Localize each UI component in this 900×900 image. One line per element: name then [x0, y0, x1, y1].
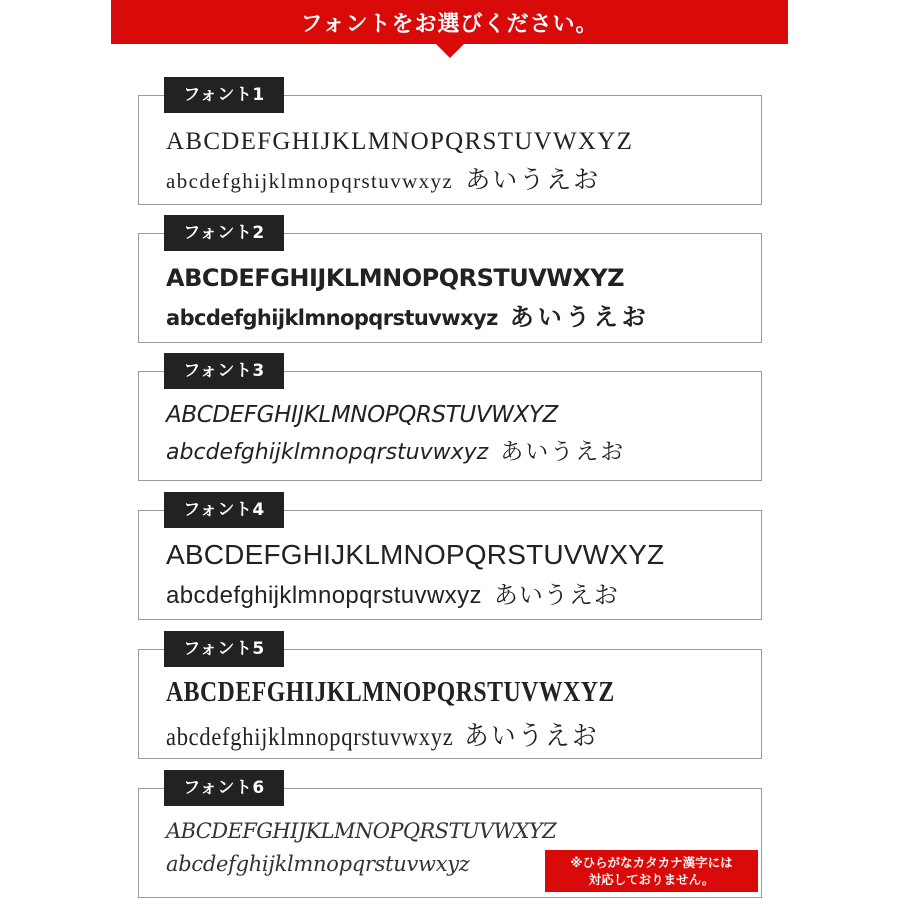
sample-uppercase: ABCDEFGHIJKLMNOPQRSTUVWXYZ	[166, 819, 557, 843]
font-option-label: フォント4	[164, 492, 284, 528]
sample-lowercase-text: abcdefghijklmnopqrstuvwxyz	[166, 724, 454, 751]
header-pointer	[435, 43, 465, 58]
font-option-2[interactable]	[138, 223, 762, 343]
unsupported-notice	[545, 850, 758, 892]
sample-lowercase-text: abcdefghijklmnopqrstuvwxyz	[166, 440, 489, 465]
font-option-4[interactable]	[138, 500, 762, 620]
font-option-label: フォント5	[164, 631, 284, 667]
font-option-3[interactable]	[138, 361, 762, 481]
header-banner	[111, 0, 788, 44]
notice-line-1: ※ひらがなカタカナ漢字には	[570, 855, 733, 870]
sample-lowercase	[166, 433, 625, 466]
sample-lowercase	[166, 575, 619, 610]
font-option-label: フォント1	[164, 77, 284, 113]
sample-uppercase: ABCDEFGHIJKLMNOPQRSTUVWXYZ	[166, 402, 558, 428]
page-title: フォントをお選びください。	[300, 11, 599, 37]
sample-lowercase	[166, 297, 650, 332]
sample-lowercase	[166, 714, 599, 753]
sample-uppercase: ABCDEFGHIJKLMNOPQRSTUVWXYZ	[166, 676, 615, 708]
font-option-1[interactable]	[138, 85, 762, 205]
sample-lowercase	[166, 160, 600, 196]
sample-uppercase: ABCDEFGHIJKLMNOPQRSTUVWXYZ	[166, 128, 634, 155]
font-option-6[interactable]	[138, 778, 762, 898]
sample-uppercase: ABCDEFGHIJKLMNOPQRSTUVWXYZ	[166, 264, 625, 292]
font-option-5[interactable]	[138, 639, 762, 759]
font-option-label: フォント3	[164, 353, 284, 389]
font-option-label: フォント6	[164, 770, 284, 806]
sample-lowercase: abcdefghijklmnopqrstuvwxyz	[166, 852, 470, 876]
sample-uppercase: ABCDEFGHIJKLMNOPQRSTUVWXYZ	[166, 539, 665, 570]
sample-hiragana: あいうえお	[493, 581, 619, 609]
sample-hiragana: あいうえお	[465, 165, 601, 194]
sample-hiragana: あいうえお	[500, 439, 626, 465]
sample-lowercase-text: abcdefghijklmnopqrstuvwxyz	[166, 582, 482, 609]
sample-lowercase-text: abcdefghijklmnopqrstuvwxyz	[166, 169, 454, 193]
font-option-label: フォント2	[164, 215, 284, 251]
sample-hiragana: あいうえお	[464, 721, 600, 752]
notice-line-2: 対応しておりません。	[588, 872, 715, 887]
sample-lowercase-text: abcdefghijklmnopqrstuvwxyz	[166, 306, 498, 330]
sample-hiragana: あいうえお	[509, 303, 650, 331]
